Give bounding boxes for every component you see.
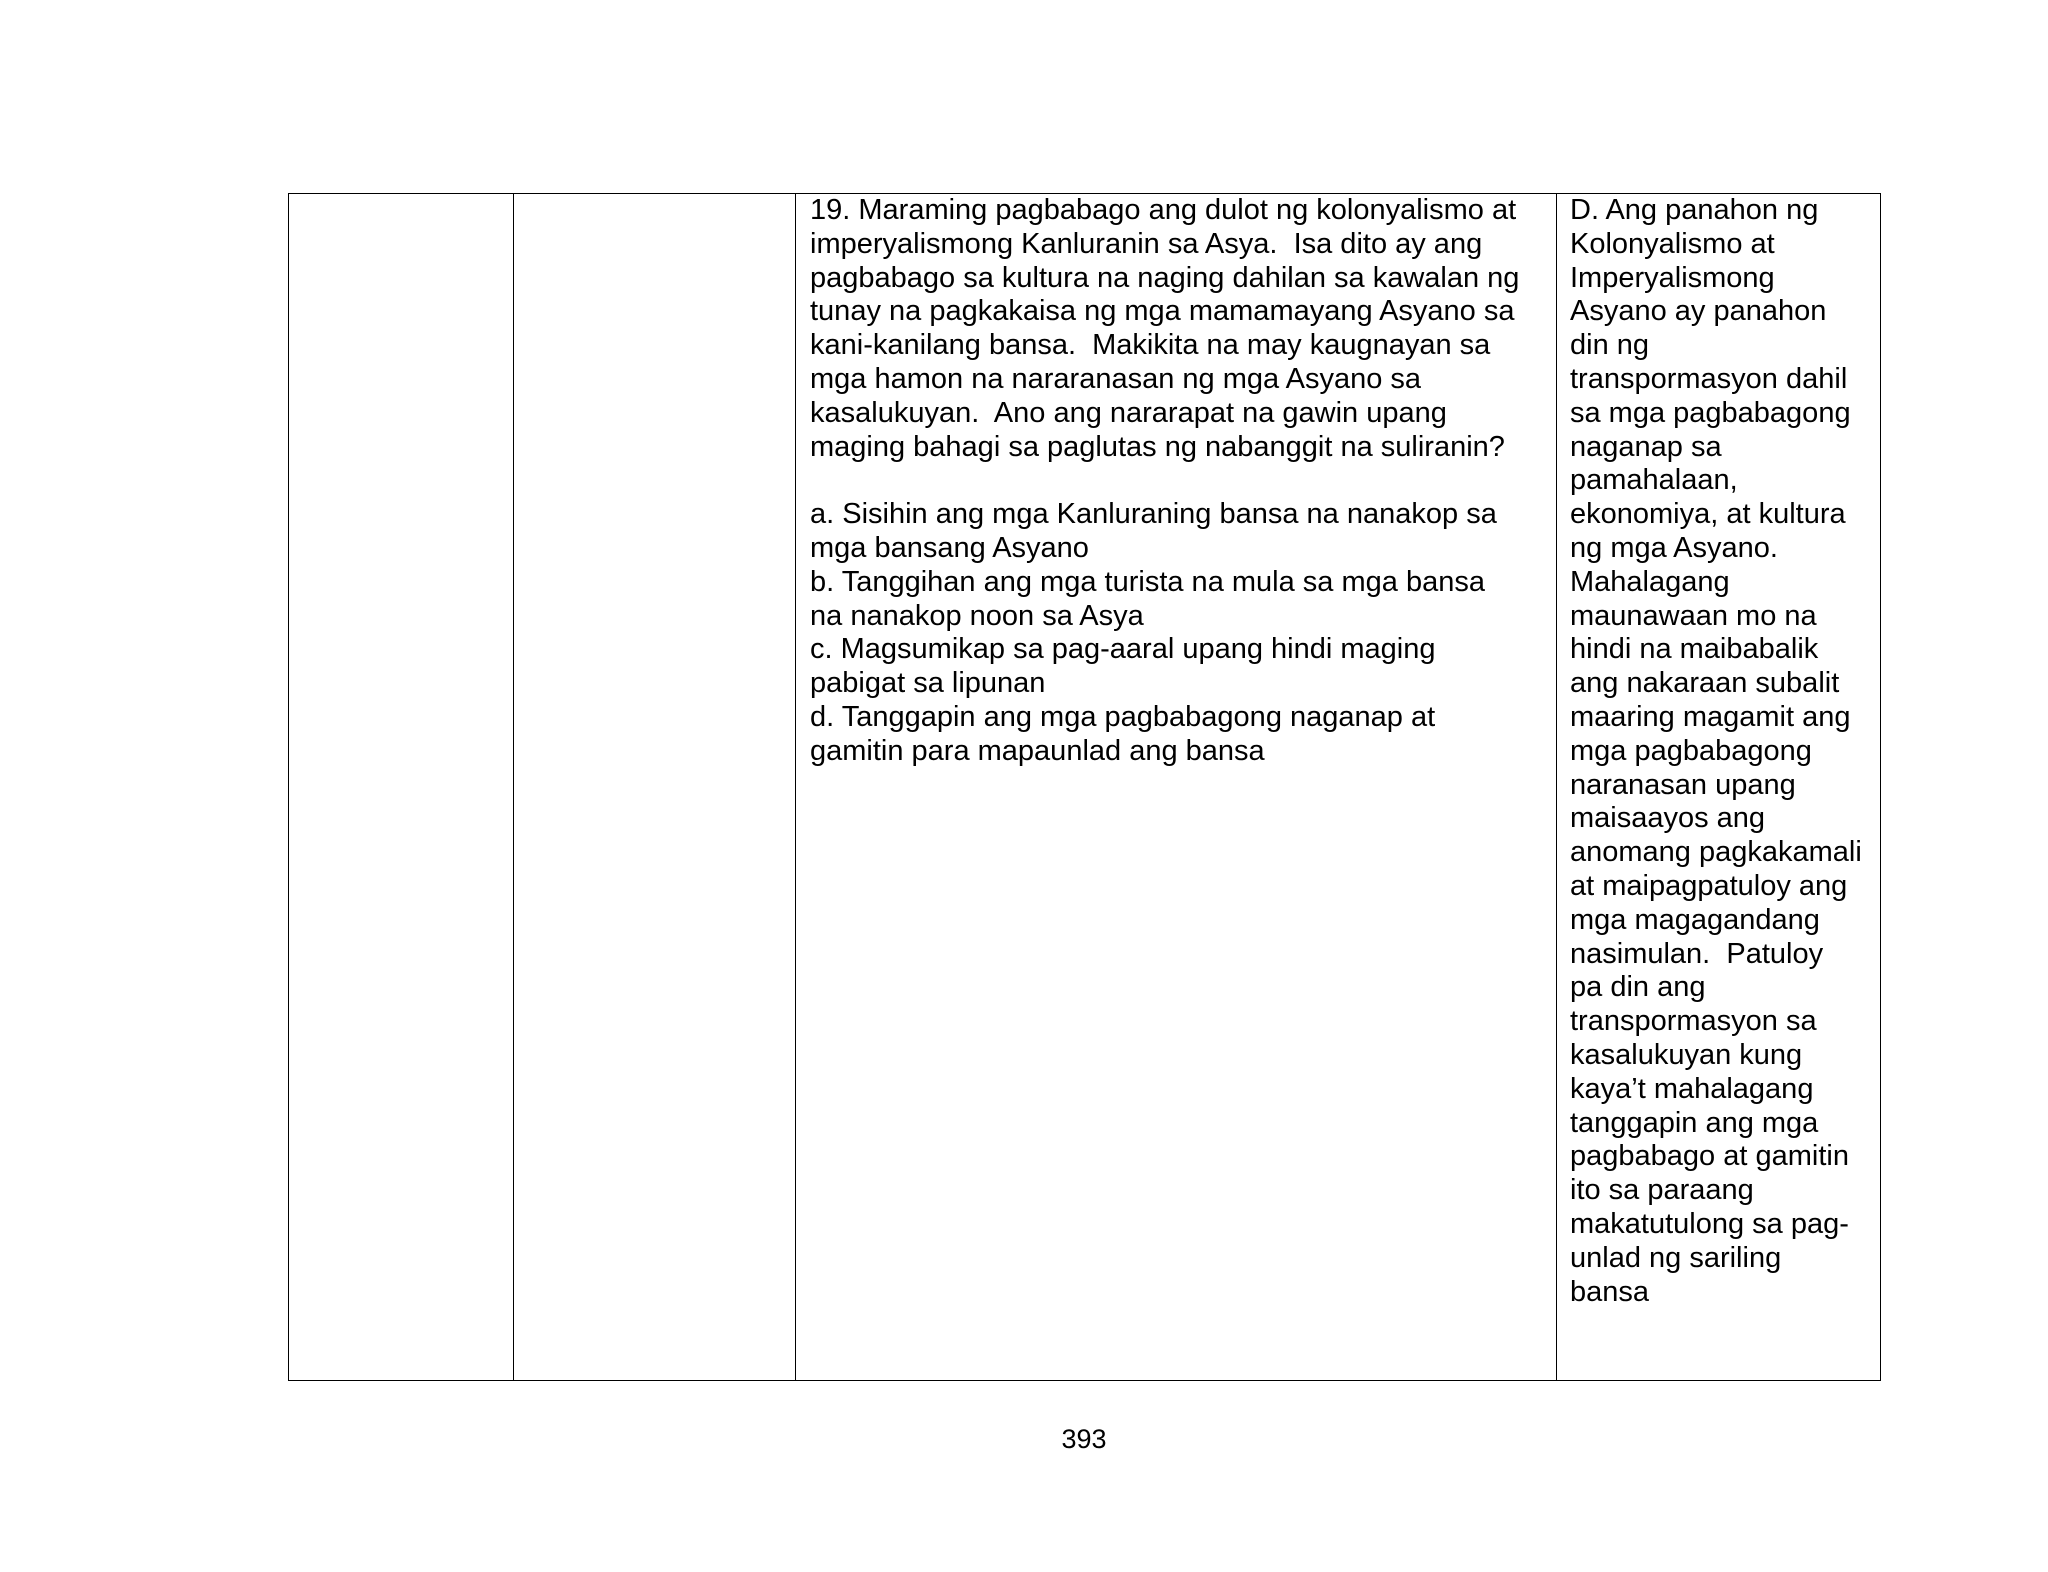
question-line: mga bansang Asyano	[810, 531, 1089, 564]
question-line: imperyalismong Kanluranin sa Asya. Isa dito ay ang	[810, 227, 1483, 260]
question-line: mga hamon na nararanasan ng mga Asyano sa	[810, 362, 1422, 395]
answer-text	[1557, 194, 1880, 1309]
answer-line: D. Ang panahon ng	[1570, 194, 1819, 226]
question-line: pagbabago sa kultura na naging dahilan sa kawalan ng	[810, 261, 1520, 294]
question-line: kani-kanilang bansa. Makikita na may kaugnayan sa	[810, 329, 1491, 362]
answer-line: transpormasyon dahil	[1570, 362, 1848, 395]
question-cell	[796, 194, 1557, 1381]
answer-line: bansa	[1570, 1275, 1650, 1308]
answer-line: pagbabago at gamitin	[1570, 1140, 1849, 1173]
empty-cell-1	[289, 194, 514, 1381]
answer-line: Imperyalismong	[1570, 261, 1775, 294]
question-line: 19. Maraming pagbabago ang dulot ng kolonyalismo at	[810, 194, 1517, 226]
answer-line: ekonomiya, at kultura	[1570, 498, 1846, 531]
table-row	[289, 194, 1881, 1381]
answer-line: anomang pagkakamali	[1570, 836, 1862, 869]
answer-line: transpormasyon sa	[1570, 1005, 1817, 1038]
empty-cell-2	[514, 194, 796, 1381]
answer-line: maaring magamit ang	[1570, 700, 1851, 733]
answer-line: at maipagpatuloy ang	[1570, 869, 1848, 902]
answer-line: naranasan upang	[1570, 768, 1796, 801]
question-line: c. Magsumikap sa pag-aaral upang hindi maging	[810, 633, 1436, 666]
question-line: tunay na pagkakaisa ng mga mamamayang Asyano sa	[810, 295, 1515, 328]
answer-line: mga magagandang	[1570, 903, 1820, 936]
question-line: kasalukuyan. Ano ang nararapat na gawin upang	[810, 396, 1447, 429]
answer-line: kaya’t mahalagang	[1570, 1072, 1814, 1105]
answer-line: tanggapin ang mga	[1570, 1106, 1819, 1139]
answer-cell	[1557, 194, 1881, 1381]
question-line: gamitin para mapaunlad ang bansa	[810, 734, 1265, 767]
answer-line: din ng	[1570, 329, 1650, 362]
answer-line: Kolonyalismo at	[1570, 227, 1775, 260]
answer-line: sa mga pagbabagong	[1570, 396, 1851, 429]
answer-line: unlad ng sariling	[1570, 1241, 1782, 1274]
question-line	[810, 464, 1546, 498]
answer-line: ito sa paraang	[1570, 1174, 1754, 1207]
question-line: maging bahagi sa paglutas ng nabanggit na suliranin?	[810, 430, 1505, 463]
answer-line: mga pagbabagong	[1570, 734, 1812, 767]
question-line: d. Tanggapin ang mga pagbabagong naganap at	[810, 700, 1436, 733]
question-line: b. Tanggihan ang mga turista na mula sa mga bansa	[810, 565, 1485, 598]
answer-line: Asyano ay panahon	[1570, 295, 1827, 328]
question-line: na nanakop noon sa Asya	[810, 599, 1144, 632]
question-line: a. Sisihin ang mga Kanluraning bansa na nanakop sa	[810, 498, 1497, 531]
answer-line: hindi na maibabalik	[1570, 633, 1819, 666]
answer-line: ng mga Asyano.	[1570, 531, 1778, 564]
answer-line: Mahalagang	[1570, 565, 1730, 598]
answer-line: naganap sa	[1570, 430, 1722, 463]
question-line: pabigat sa lipunan	[810, 667, 1046, 700]
answer-line: kasalukuyan kung	[1570, 1038, 1803, 1071]
answer-line: maisaayos ang	[1570, 802, 1766, 835]
answer-line: pamahalaan,	[1570, 464, 1738, 497]
answer-line: maunawaan mo na	[1570, 599, 1817, 632]
page-number: 393	[1061, 1424, 1107, 1454]
answer-line: makatutulong sa pag-	[1570, 1207, 1849, 1240]
answer-line: pa din ang	[1570, 971, 1706, 1004]
question-text	[796, 194, 1556, 769]
content-table	[288, 193, 1881, 1381]
answer-line: nasimulan. Patuloy	[1570, 937, 1824, 970]
answer-line: ang nakaraan subalit	[1570, 667, 1840, 700]
